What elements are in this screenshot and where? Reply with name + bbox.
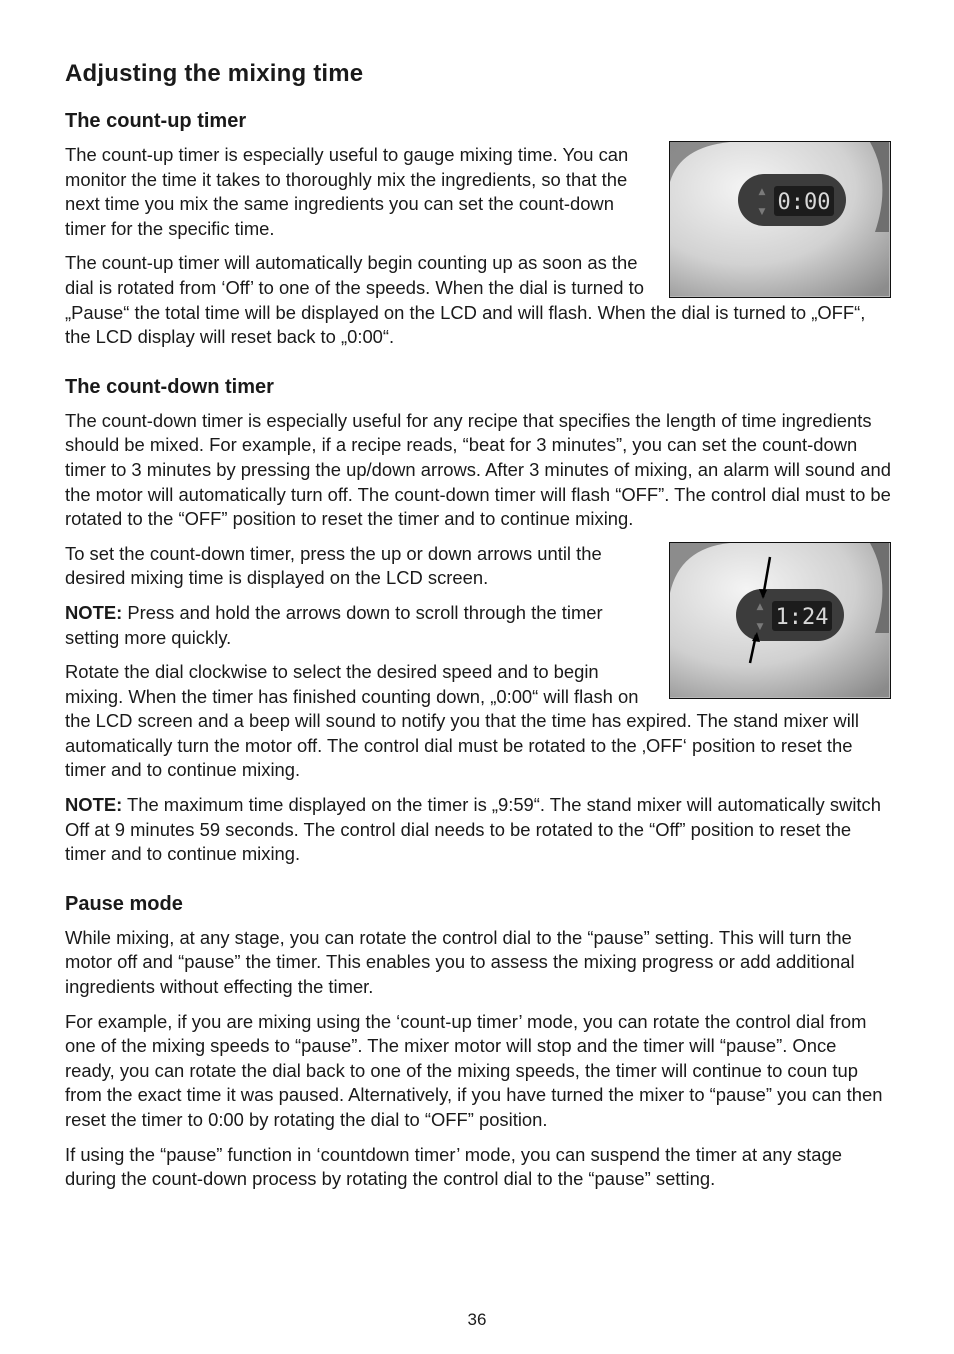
note-label: NOTE: xyxy=(65,601,123,623)
section-count-down xyxy=(65,376,891,867)
section-pause xyxy=(65,893,891,1192)
count-up-paragraph-1: The count-up timer is especially useful to gauge mixing time. You can monitor the time it takes to thoroughly mix the ingredients, so that the next time you mix the same ingredients you can set the count-down timer for the specific time. xyxy=(65,144,629,239)
svg-text:▼: ▼ xyxy=(758,207,766,217)
pause-paragraph-3: If using the “pause” function in ‘countdown timer’ mode, you can suspend the timer at any stage during the count-down process by rotating the control dial to the “pause” setting. xyxy=(65,1143,842,1190)
count-down-note-1: NOTE: Press and hold the arrows down to scroll through the timer setting more quickly. xyxy=(65,601,603,648)
lcd-readout-count-down: 1:24 xyxy=(775,604,829,630)
heading-pause: Pause mode xyxy=(65,892,183,915)
count-down-paragraph-3: Rotate the dial clockwise to select the desired speed and to begin mixing. When the timer has finished counting down, „0:00“ will flash on the LCD screen and a beep will sound to notify you that the time has expired. The stand mixer will automatically turn the motor off. The control dial must be rotated to the ‚OFF‘ position to reset the timer and to continue mixing. xyxy=(65,661,859,781)
section-count-up xyxy=(65,110,891,350)
count-up-paragraph-2: The count-up timer will automatically begin counting up as soon as the dial is rotated from ‘Off’ to one of the speeds. When the dial is turned to „Pause“ the total time will be displayed on the LCD and will flash. When the dial is turned to „OFF“, the LCD display will reset back to „0:00“. xyxy=(65,252,866,348)
pause-paragraph-1: While mixing, at any stage, you can rotate the control dial to the “pause” setting. This will turn the motor off and “pause” the timer. This enables you to assess the mixing progress or add additional ingredients without effecting the timer. xyxy=(65,926,855,998)
count-down-paragraph-1: The count-down timer is especially useful for any recipe that specifies the length of time ingredients should be mixed. For example, if a recipe reads, “beat for 3 minutes”, you can set the count-down timer to 3 minutes by pressing the up/down arrows. After 3 minutes of mixing, an alarm will sound and the motor will automatically turn off. The count-down timer will flash “OFF”. The control dial must to be rotated to the “OFF” position to reset the timer and to continue mixing. xyxy=(65,409,891,530)
heading-count-down: The count-down timer xyxy=(65,375,274,398)
lcd-photo-count-down xyxy=(669,542,891,699)
note-label: NOTE: xyxy=(65,794,123,816)
page-content xyxy=(65,60,891,1218)
page-title: Adjusting the mixing time xyxy=(65,60,364,87)
svg-text:▼: ▼ xyxy=(756,621,764,632)
lcd-readout-count-up: 0:00 xyxy=(777,190,831,215)
page-number: 36 xyxy=(467,1310,487,1329)
svg-text:▲: ▲ xyxy=(758,187,766,197)
svg-text:▲: ▲ xyxy=(756,601,764,612)
count-down-note-2: NOTE: The maximum time displayed on the timer is „9:59“. The stand mixer will automatically switch Off at 9 minutes 59 seconds. The control dial needs to be rotated to the “Off” position to reset the timer and to continue mixing. xyxy=(65,794,881,865)
count-down-paragraph-2: To set the count-down timer, press the up or down arrows until the desired mixing time is displayed on the LCD screen. xyxy=(65,542,602,589)
pause-paragraph-2: For example, if you are mixing using the ‘count-up timer’ mode, you can rotate the control dial from one of the mixing speeds to “pause”. The mixer motor will stop and the timer will “pause”. Once ready, you can rotate the dial back to one of the mixing speeds, the timer will continue to coun tup from the exact time it was paused. Alternatively, if you have turned the mixer to “pause” you can then reset the timer to 0:00 by rotating the dial to “OFF” position. xyxy=(65,1010,883,1130)
lcd-photo-count-up xyxy=(669,141,891,298)
heading-count-up: The count-up timer xyxy=(65,110,247,132)
